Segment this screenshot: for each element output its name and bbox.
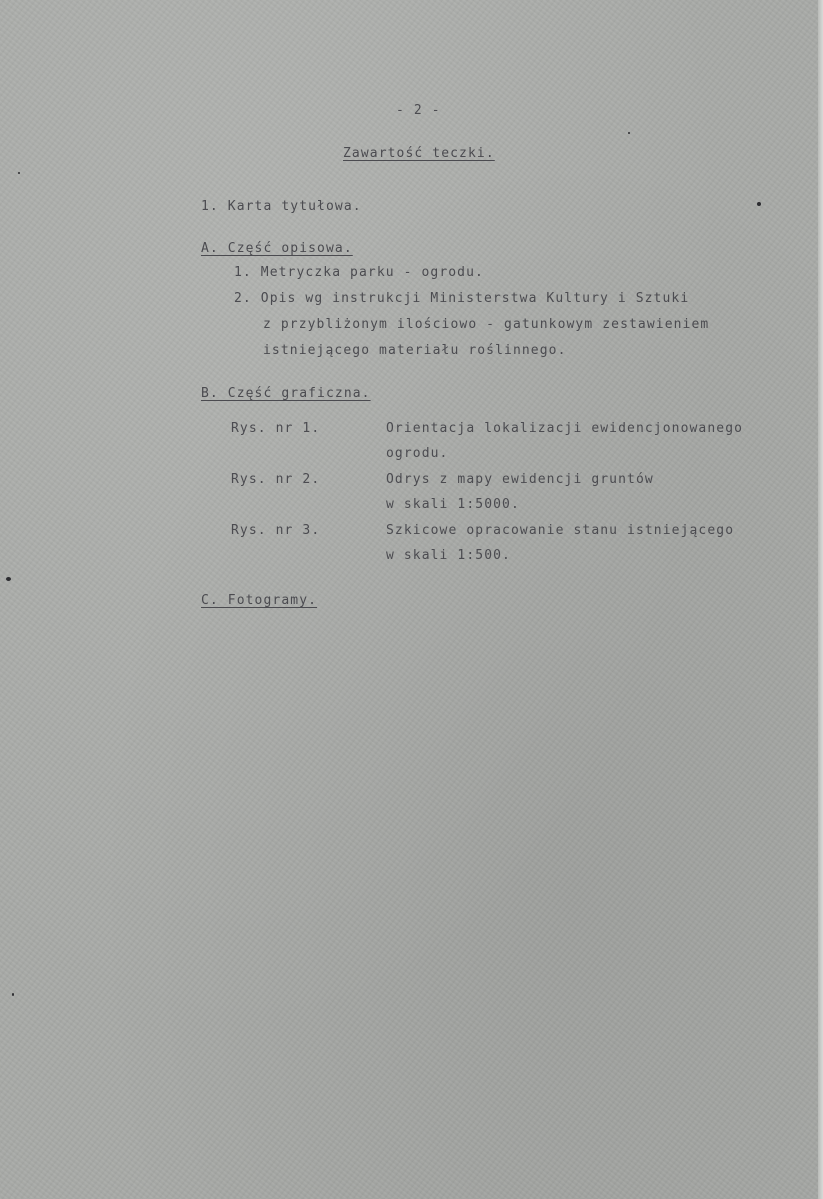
drawing-1-label: Rys. nr 1. — [231, 421, 321, 436]
drawing-3-label: Rys. nr 3. — [231, 523, 321, 538]
drawing-3-desc-cont: w skali 1:500. — [386, 548, 511, 563]
section-a-item-2-cont: z przybliżonym ilościowo - gatunkowym zestawieniem — [263, 317, 710, 332]
section-a-item-2-cont2: istniejącego materiału roślinnego. — [263, 343, 567, 358]
ink-speck — [628, 132, 630, 134]
section-a-item-2: 2. Opis wg instrukcji Ministerstwa Kultury i Sztuki — [234, 291, 690, 306]
page-number: - 2 - — [396, 103, 441, 118]
drawing-2-desc-cont: w skali 1:5000. — [386, 497, 520, 512]
page-edge — [818, 0, 823, 1199]
drawing-1-desc: Orientacja lokalizacji ewidencjonowanego — [386, 421, 744, 436]
page-title: Zawartość teczki. — [343, 146, 495, 161]
section-b-heading: B. Część graficzna. — [201, 386, 371, 401]
drawing-3-desc: Szkicowe opracowanie stanu istniejącego — [386, 523, 735, 538]
section-a-item-1: 1. Metryczka parku - ogrodu. — [234, 265, 484, 280]
drawing-2-desc: Odrys z mapy ewidencji gruntów — [386, 472, 654, 487]
item-title-page: 1. Karta tytułowa. — [201, 199, 362, 214]
ink-speck — [12, 993, 14, 996]
section-a-heading: A. Część opisowa. — [201, 241, 353, 256]
drawing-1-desc-cont: ogrodu. — [386, 446, 449, 461]
drawing-2-label: Rys. nr 2. — [231, 472, 321, 487]
section-c-heading: C. Fotogramy. — [201, 593, 318, 608]
ink-speck — [18, 172, 20, 174]
ink-speck — [757, 202, 761, 206]
ink-speck — [6, 577, 11, 581]
